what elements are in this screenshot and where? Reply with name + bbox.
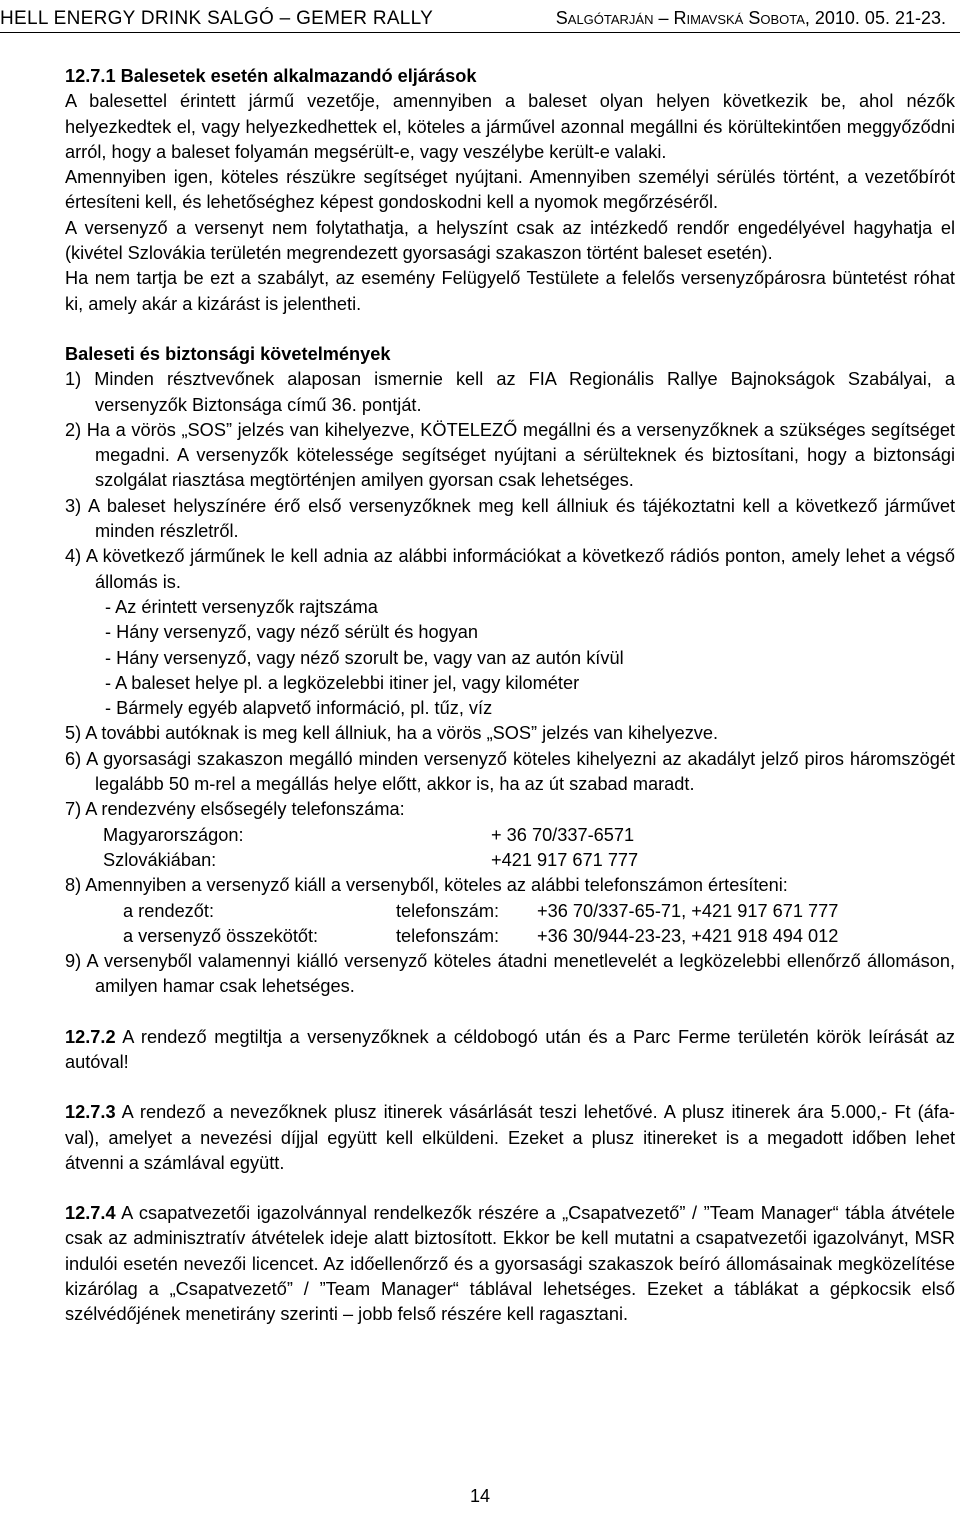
dash-item: - Az érintett versenyzők rajtszáma	[105, 596, 378, 617]
section-number: 12.7.4	[65, 1203, 116, 1224]
phone-row	[65, 823, 955, 848]
section-text: A rendező megtiltja a versenyzőknek a céldobogó után és a Parc Ferme területén körök leírását az autóval!	[65, 1026, 955, 1072]
phone-number: +421 917 671 777	[491, 849, 639, 870]
phone-number: + 36 70/337-6571	[491, 824, 635, 845]
section-text: A csapatvezetői igazolvánnyal rendelkezők részére a „Csapatvezető” / ”Team Manager“ tábla átvétele csak az adminisztratív átvételek ideje alatt biztosított. Ekkor be kell mutatni a csapatvezetői igazolványt, MSR indulói esetén nevezői licencet. Az időellenőrző és a gyorsasági szakaszok beíró állomásainak megközelítése kizárólag a „Csapatvezető” / ”Team Manager“ táblával lehetséges. Ezeket a táblákat a gépkocsik első szélvédőjének menetirány szerinti – jobb felső részére kell ragasztani.	[65, 1203, 955, 1325]
phone-row	[65, 848, 955, 873]
section-number: 12.7.2	[65, 1026, 116, 1047]
dash-item: - Hány versenyző, vagy néző szorult be, vagy van az autón kívül	[105, 647, 624, 668]
list-item: 5) A további autóknak is meg kell állniuk, ha a vörös „SOS” jelzés van kihelyezve.	[65, 723, 719, 744]
contact-row	[65, 899, 955, 924]
dash-item: - Hány versenyző, vagy néző sérült és hogyan	[105, 622, 479, 643]
list-item: 7) A rendezvény elsősegély telefonszáma:	[65, 799, 405, 820]
phone-label: Szlovákiában:	[103, 849, 217, 870]
contact-number: +36 30/944-23-23, +421 918 494 012	[537, 925, 839, 946]
section-paragraph	[65, 1025, 955, 1076]
list-item: 2) Ha a vörös „SOS” jelzés van kihelyezve, KÖTELEZŐ megállni és a versenyzőknek a szükséges segítséget megadni. A versenyzők kötelessége segítséget nyújtani a sérülteknek és biztosítani, hogy a biztonsági szolgálat riasztása megtörténjen amilyen gyorsan csak lehetséges.	[65, 419, 955, 491]
subsection-title: Baleseti és biztonsági követelmények	[65, 343, 391, 364]
list-item: 3) A baleset helyszínére érő első versenyzőknek meg kell állniuk és tájékoztatni kell a következő járművet minden részletről.	[65, 495, 955, 542]
section-text: A rendező a nevezőknek plusz itinerek vásárlását teszi lehetővé. A plusz itinerek ára 5.000,- Ft (áfa-val), amelyet a nevezési díjjal együtt kell elküldeni. Ezeket a plusz itinereket is a megadott időben lehet átvenni a számlával együtt.	[65, 1102, 955, 1173]
list-item: 6) A gyorsasági szakaszon megálló minden versenyző köteles kihelyezni az akadályt jelző piros háromszögét legalább 50 m-rel a megállás helye előtt, akkor is, ha az út szabad maradt.	[65, 748, 955, 795]
section-heading	[65, 64, 955, 89]
list-item: 1) Minden résztvevőnek alaposan ismernie kell az FIA Regionális Rallye Bajnokságok Szabályai, a versenyzők Biztonsága című 36. pontját.	[65, 369, 955, 415]
list-item: 8) Amennyiben a versenyző kiáll a versenyből, köteles az alábbi telefonszámon értesíteni:	[65, 875, 788, 896]
section-title: Balesetek esetén alkalmazandó eljárások	[120, 66, 477, 86]
paragraph: Ha nem tartja be ezt a szabályt, az esemény Felügyelő Testülete a felelős versenyzőpárosra büntetést róhat ki, amely akár a kizárást is jelentheti.	[65, 268, 955, 314]
paragraph: A versenyző a versenyt nem folytathatja, a helyszínt csak az intézkedő rendőr engedélyével hagyhatja el (kivétel Szlovákia területén megrendezett gyorsasági szakaszon történt baleset esetén).	[65, 217, 955, 264]
section-number: 12.7.1	[65, 66, 116, 86]
list-item: 4) A következő járműnek le kell adnia az alábbi információkat a következő rádiós ponton, amely lehet a végső állomás is.	[65, 546, 955, 592]
dash-item: - A baleset helye pl. a legközelebbi itiner jel, vagy kilométer	[105, 672, 580, 693]
contact-number: +36 70/337-65-71, +421 917 671 777	[537, 900, 839, 921]
contact-row	[65, 924, 955, 949]
page-number: 14	[469, 1486, 491, 1506]
contact-label: a versenyző összekötőt:	[123, 925, 319, 946]
header-location-date: Salgótarján – Rimavská Sobota, 2010. 05. 21-23.	[555, 8, 946, 28]
dash-item: - Bármely egyéb alapvető információ, pl. tűz, víz	[105, 698, 493, 719]
list-item: 9) A versenyből valamennyi kiálló versenyző köteles átadni menetlevelét a legközelebbi ellenőrző állomáson, amilyen hamar csak lehetséges.	[65, 951, 955, 997]
contact-label: a rendezőt:	[123, 900, 214, 921]
section-number: 12.7.3	[65, 1102, 116, 1123]
section-paragraph	[65, 1100, 955, 1176]
contact-tel-label: telefonszám:	[396, 900, 500, 921]
paragraph: Amennyiben igen, köteles részükre segítséget nyújtani. Amennyiben személyi sérülés történt, a vezetőbírót értesíteni kell, és lehetőséghez képest gondoskodni kell a nyomok megőrzéséről.	[65, 167, 955, 213]
document-body	[65, 64, 955, 1328]
phone-label: Magyarországon:	[103, 824, 244, 845]
page-header	[0, 4, 960, 33]
section-paragraph	[65, 1201, 955, 1327]
paragraph: A balesettel érintett jármű vezetője, amennyiben a baleset olyan helyen következik be, ahol nézők helyezkedtek el, vagy helyezkedhettek el, köteles a járművel azonnal megállni és körültekintően meggyőződni arról, hogy a baleset folyamán megsérült-e, vagy veszélybe került-e valaki.	[65, 91, 955, 162]
contact-tel-label: telefonszám:	[396, 925, 500, 946]
header-event-title: HELL ENERGY DRINK SALGÓ – GEMER RALLY	[0, 8, 434, 29]
